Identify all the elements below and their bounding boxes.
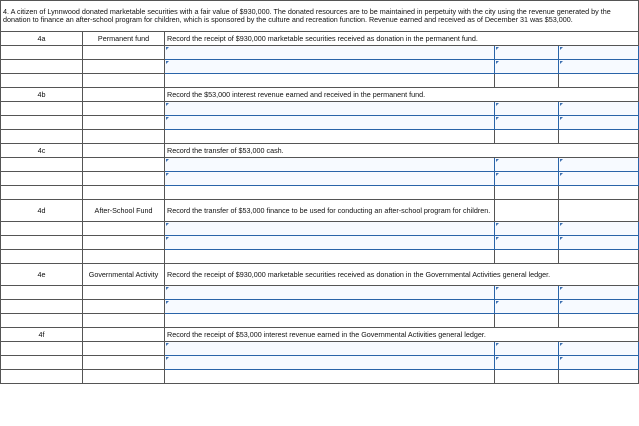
blank-cell <box>1 222 83 236</box>
problem-statement: 4. A citizen of Lynnwood donated marketable securities with a fair value of $930,000. The donated resources are to be maintained in perpetuity with the city using the revenue generated by the donation to finance an after-school program for children, which is sponsored by the culture and recreation function. Revenue earned and received as of December 31 was $53,000. <box>1 1 639 32</box>
account-select[interactable] <box>165 356 495 370</box>
blank-cell <box>1 342 83 356</box>
blank-cell <box>1 116 83 130</box>
credit-input[interactable] <box>559 46 639 60</box>
account-select[interactable] <box>165 236 495 250</box>
debit-input[interactable] <box>495 172 559 186</box>
spacer-row <box>1 314 639 328</box>
blank-cell <box>1 286 83 300</box>
fund-name <box>83 88 165 102</box>
credit-input[interactable] <box>559 300 639 314</box>
journal-line <box>1 222 639 236</box>
credit-input[interactable] <box>559 116 639 130</box>
entry-label: 4f <box>1 328 83 342</box>
account-select[interactable] <box>165 172 495 186</box>
debit-input[interactable] <box>495 286 559 300</box>
account-select[interactable] <box>165 158 495 172</box>
debit-input[interactable] <box>495 300 559 314</box>
blank-cell <box>83 102 165 116</box>
entry-description: Record the transfer of $53,000 finance to be used for conducting an after-school program for children. <box>165 200 495 222</box>
blank-cell <box>83 158 165 172</box>
account-select[interactable] <box>165 300 495 314</box>
blank-cell <box>83 222 165 236</box>
spacer-row <box>1 370 639 384</box>
entry-description: Record the $53,000 interest revenue earned and received in the permanent fund. <box>165 88 639 102</box>
problem-statement-row <box>1 1 639 32</box>
account-select[interactable] <box>165 60 495 74</box>
section-header-4d <box>1 200 639 222</box>
entry-description: Record the receipt of $930,000 marketable securities received as donation in the Governmental Activities general ledger. <box>165 264 639 286</box>
blank-cell <box>83 172 165 186</box>
journal-line <box>1 60 639 74</box>
account-select[interactable] <box>165 102 495 116</box>
credit-input[interactable] <box>559 158 639 172</box>
account-select[interactable] <box>165 222 495 236</box>
entry-label: 4c <box>1 144 83 158</box>
journal-line <box>1 116 639 130</box>
account-select[interactable] <box>165 342 495 356</box>
blank-cell <box>83 300 165 314</box>
debit-input[interactable] <box>495 46 559 60</box>
entry-description: Record the transfer of $53,000 cash. <box>165 144 639 158</box>
journal-line <box>1 102 639 116</box>
blank-cell <box>83 116 165 130</box>
blank-cell <box>83 342 165 356</box>
blank-cell <box>83 286 165 300</box>
blank-cell <box>1 46 83 60</box>
entry-label: 4b <box>1 88 83 102</box>
journal-line <box>1 286 639 300</box>
journal-line <box>1 46 639 60</box>
blank-cell <box>1 300 83 314</box>
credit-input[interactable] <box>559 222 639 236</box>
entry-description: Record the receipt of $930,000 marketable securities received as donation in the permanent fund. <box>165 32 639 46</box>
debit-input[interactable] <box>495 342 559 356</box>
credit-input[interactable] <box>559 172 639 186</box>
blank-cell <box>1 102 83 116</box>
section-header-4a <box>1 32 639 46</box>
entry-label: 4a <box>1 32 83 46</box>
journal-line <box>1 342 639 356</box>
section-header-4c <box>1 144 639 158</box>
credit-input[interactable] <box>559 342 639 356</box>
blank-cell <box>1 60 83 74</box>
account-select[interactable] <box>165 286 495 300</box>
blank-cell <box>83 356 165 370</box>
fund-name: Permanent fund <box>83 32 165 46</box>
spacer-row <box>1 130 639 144</box>
credit-input[interactable] <box>559 102 639 116</box>
section-header-4e <box>1 264 639 286</box>
debit-input[interactable] <box>495 236 559 250</box>
spacer-row <box>1 186 639 200</box>
entry-label: 4d <box>1 200 83 222</box>
blank-cell <box>83 60 165 74</box>
blank-cell <box>1 172 83 186</box>
debit-input[interactable] <box>495 102 559 116</box>
debit-input[interactable] <box>495 158 559 172</box>
journal-line <box>1 236 639 250</box>
blank-cell <box>1 356 83 370</box>
credit-input[interactable] <box>559 286 639 300</box>
journal-line <box>1 356 639 370</box>
fund-name: After-School Fund <box>83 200 165 222</box>
credit-input[interactable] <box>559 356 639 370</box>
account-select[interactable] <box>165 116 495 130</box>
blank-cell <box>1 158 83 172</box>
account-select[interactable] <box>165 46 495 60</box>
debit-input[interactable] <box>495 222 559 236</box>
fund-name <box>83 328 165 342</box>
section-header-4f <box>1 328 639 342</box>
blank-cell <box>83 236 165 250</box>
fund-name: Governmental Activity <box>83 264 165 286</box>
spacer-row <box>1 74 639 88</box>
journal-line <box>1 172 639 186</box>
blank-cell <box>83 46 165 60</box>
journal-line <box>1 158 639 172</box>
fund-name <box>83 144 165 158</box>
journal-line <box>1 300 639 314</box>
entry-label: 4e <box>1 264 83 286</box>
debit-input[interactable] <box>495 356 559 370</box>
entry-description: Record the receipt of $53,000 interest revenue earned in the Governmental Activities general ledger. <box>165 328 639 342</box>
section-header-4b <box>1 88 639 102</box>
blank-cell <box>1 236 83 250</box>
spacer-row <box>1 250 639 264</box>
credit-input[interactable] <box>559 60 639 74</box>
debit-input[interactable] <box>495 116 559 130</box>
credit-input[interactable] <box>559 236 639 250</box>
debit-input[interactable] <box>495 60 559 74</box>
